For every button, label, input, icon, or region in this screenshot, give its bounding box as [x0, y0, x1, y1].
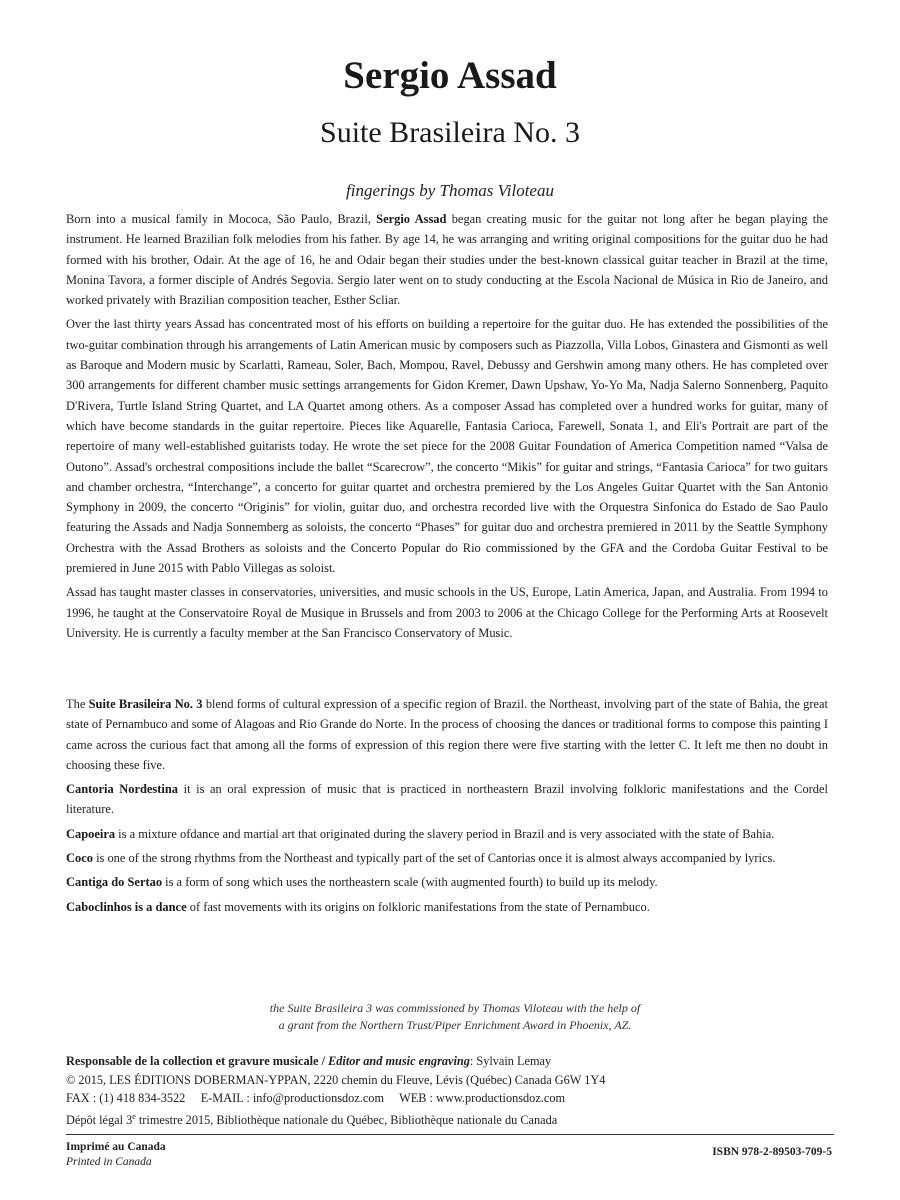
- editor-label-en: Editor and music engraving: [328, 1054, 470, 1068]
- movement-paragraph: [66, 872, 828, 892]
- movement-paragraph: [66, 848, 828, 868]
- suite-intro-text-c: blend forms of cultural expression of a specific region of Brazil. the Northeast, involving part of the state of Bahia, the great state of Pernambuco and some of Alagoas and Rio Grande do Norte. In the process of choosing the dances or traditional forms to compose this painting I came across the curious fact that among all the forms of expression of this region there were five starting with the letter C. It left me then no doubt in choosing these five.: [66, 697, 828, 772]
- commission-line-1: the Suite Brasileira 3 was commissioned by Thomas Viloteau with the help of: [269, 1001, 641, 1015]
- printed-in-fr: Imprimé au Canada: [66, 1141, 166, 1153]
- work-title: Suite Brasileira No. 3: [320, 116, 580, 149]
- movement-name: Cantoria Nordestina: [66, 782, 179, 797]
- movement-name: Cantiga do Sertao: [66, 875, 163, 890]
- movement-name: Caboclinhos is a dance: [66, 899, 187, 914]
- movement-description: is a mixture ofdance and martial art that originated during the slavery period in Brazil and is very associated with the state of Bahia.: [115, 826, 775, 841]
- printed-in-en: Printed in Canada: [66, 1156, 152, 1168]
- suite-intro-bold-title: Suite Brasileira No. 3: [88, 697, 203, 711]
- movement-name: Capoeira: [66, 826, 116, 841]
- legal-deposit-superscript: e: [132, 1111, 136, 1121]
- editor-label-fr: Responsable de la collection et gravure musicale /: [66, 1054, 329, 1068]
- movement-paragraph: [66, 779, 828, 820]
- movement-description: is one of the strong rhythms from the Northeast and typically part of the set of Cantorias once it is almost always accompanied by lyrics.: [92, 851, 776, 866]
- movement-description: it is an oral expression of music that is practiced in northeastern Brazil involving folkloric manifestations and the Cordel literature.: [66, 782, 828, 817]
- legal-deposit-text-a: Dépôt légal 3: [66, 1112, 133, 1127]
- footer-divider: [66, 1134, 834, 1135]
- suite-intro: [66, 694, 828, 775]
- bio-paragraph-3: Assad has taught master classes in conservatories, universities, and music schools in the US, Europe, Latin America, Japan, and Australia. From 1994 to 1996, he taught at the Conservatoire Royal de Musique in Brussels and from 2003 to 2006 at the Chicago College for the Performing Arts at Roosevelt University. He is currently a faculty member at the San Francisco Conservatory of Music.: [66, 585, 828, 640]
- suite-description: [66, 694, 828, 921]
- contact-line: FAX : (1) 418 834-3522 E-MAIL : info@productionsdoz.com WEB : www.productionsdoz.com: [66, 1091, 566, 1105]
- editor-name: : Sylvain Lemay: [469, 1054, 552, 1068]
- copyright-line: © 2015, LES ÉDITIONS DOBERMAN-YPPAN, 2220 chemin du Fleuve, Lévis (Québec) Canada G6W 1Y4: [66, 1072, 606, 1087]
- composer-name: Sergio Assad: [343, 54, 557, 97]
- suite-intro-text-a: The: [66, 697, 89, 711]
- commission-line-2: a grant from the Northern Trust/Piper Enrichment Award in Phoenix, AZ.: [278, 1018, 632, 1032]
- movement-paragraph: [66, 824, 828, 844]
- commission-note: [0, 1000, 900, 1034]
- legal-deposit-line: [66, 1108, 766, 1130]
- movement-description: of fast movements with its origins on folkloric manifestations from the state of Pernambuco.: [186, 899, 650, 914]
- bio-p1-text-a: Born into a musical family in Mococa, São Paulo, Brazil,: [66, 212, 377, 226]
- isbn: ISBN 978-2-89503-709-5: [712, 1146, 832, 1158]
- fingerings-credit: fingerings by Thomas Viloteau: [346, 181, 554, 200]
- publisher-credits: [66, 1052, 766, 1129]
- movement-paragraph: [66, 897, 828, 917]
- movement-name: Coco: [66, 851, 93, 866]
- bio-p1-text-c: began creating music for the guitar not long after he began playing the instrument. He learned Brazilian folk melodies from his father. By age 14, he was arranging and writing original compositions for the guitar duo he had formed with his brother, Odair. At the age of 16, he and Odair began their studies under the best-known classical guitar teacher in Brazil at the time, Monina Tavora, a former disciple of Andrés Segovia. Sergio later went on to study conducting at the Escola Nacional de Música in Rio de Janeiro, and worked privately with Brazilian composition teacher, Esther Scliar.: [66, 212, 828, 308]
- editor-credit: [66, 1052, 766, 1071]
- movement-description: is a form of song which uses the northeastern scale (with augmented fourth) to build up its melody.: [162, 875, 658, 890]
- bio-paragraph-1: [66, 209, 828, 310]
- biography: [66, 209, 828, 647]
- printed-in: [66, 1140, 166, 1170]
- bio-paragraph-2: Over the last thirty years Assad has concentrated most of his efforts on building a repertoire for the guitar duo. He has extended the possibilities of the two-guitar combination through his arrangements of Latin American music by composers such as Piazzolla, Villa Lobos, Ginastera and Gismonti as well as Baroque and Modern music by Scarlatti, Rameau, Soler, Bach, Mompou, Ravel, Debussy and Gershwin among many others. He has completed over 300 arrangements for different chamber music settings arrangements for Gidon Kremer, Dawn Upshaw, Yo-Yo Ma, Nadja Salerno Sonnenberg, Paquito D'Rivera, Turtle Island String Quartet, and LA Quartet among others. As a composer Assad has completed over a hundred works for guitar, many of which have become standards in the guitar repertoire. Pieces like Aquarelle, Fantasia Carioca, Farewell, Sonata 1, and Eli's Portrait are part of the repertoire of many well-established guitarists today. He wrote the set piece for the 2008 Guitar Foundation of America Competition named “Valsa de Outono”. Assad's orchestral compositions include the ballet “Scarecrow”, the concerto “Mikis” for guitar and strings, “Fantasia Carioca” for two guitars and chamber orchestra, “Interchange”, a concerto for guitar quartet and orchestra premiered by the Los Angeles Guitar Quartet with the San Antonio Symphony in 2009, the concerto “Originis” for violin, guitar duo, and orchestra recorded live with the Orquestra Sinfonica do Estado de Sao Paulo featuring the Assads and Nadja Sonnemberg as soloists, the concerto “Phases” for guitar duo and orchestra premiered in 2011 by the Seattle Symphony Orchestra with the Assad Brothers as soloists and the Concerto Popular do Rio commissioned by the GFA and the Cordoba Guitar Festival to be premiered in June 2015 with Pablo Villegas as soloist.: [66, 317, 828, 576]
- legal-deposit-text-b: trimestre 2015, Bibliothèque nationale du Québec, Bibliothèque nationale du Canada: [135, 1112, 558, 1127]
- bio-p1-bold-name: Sergio Assad: [376, 212, 447, 226]
